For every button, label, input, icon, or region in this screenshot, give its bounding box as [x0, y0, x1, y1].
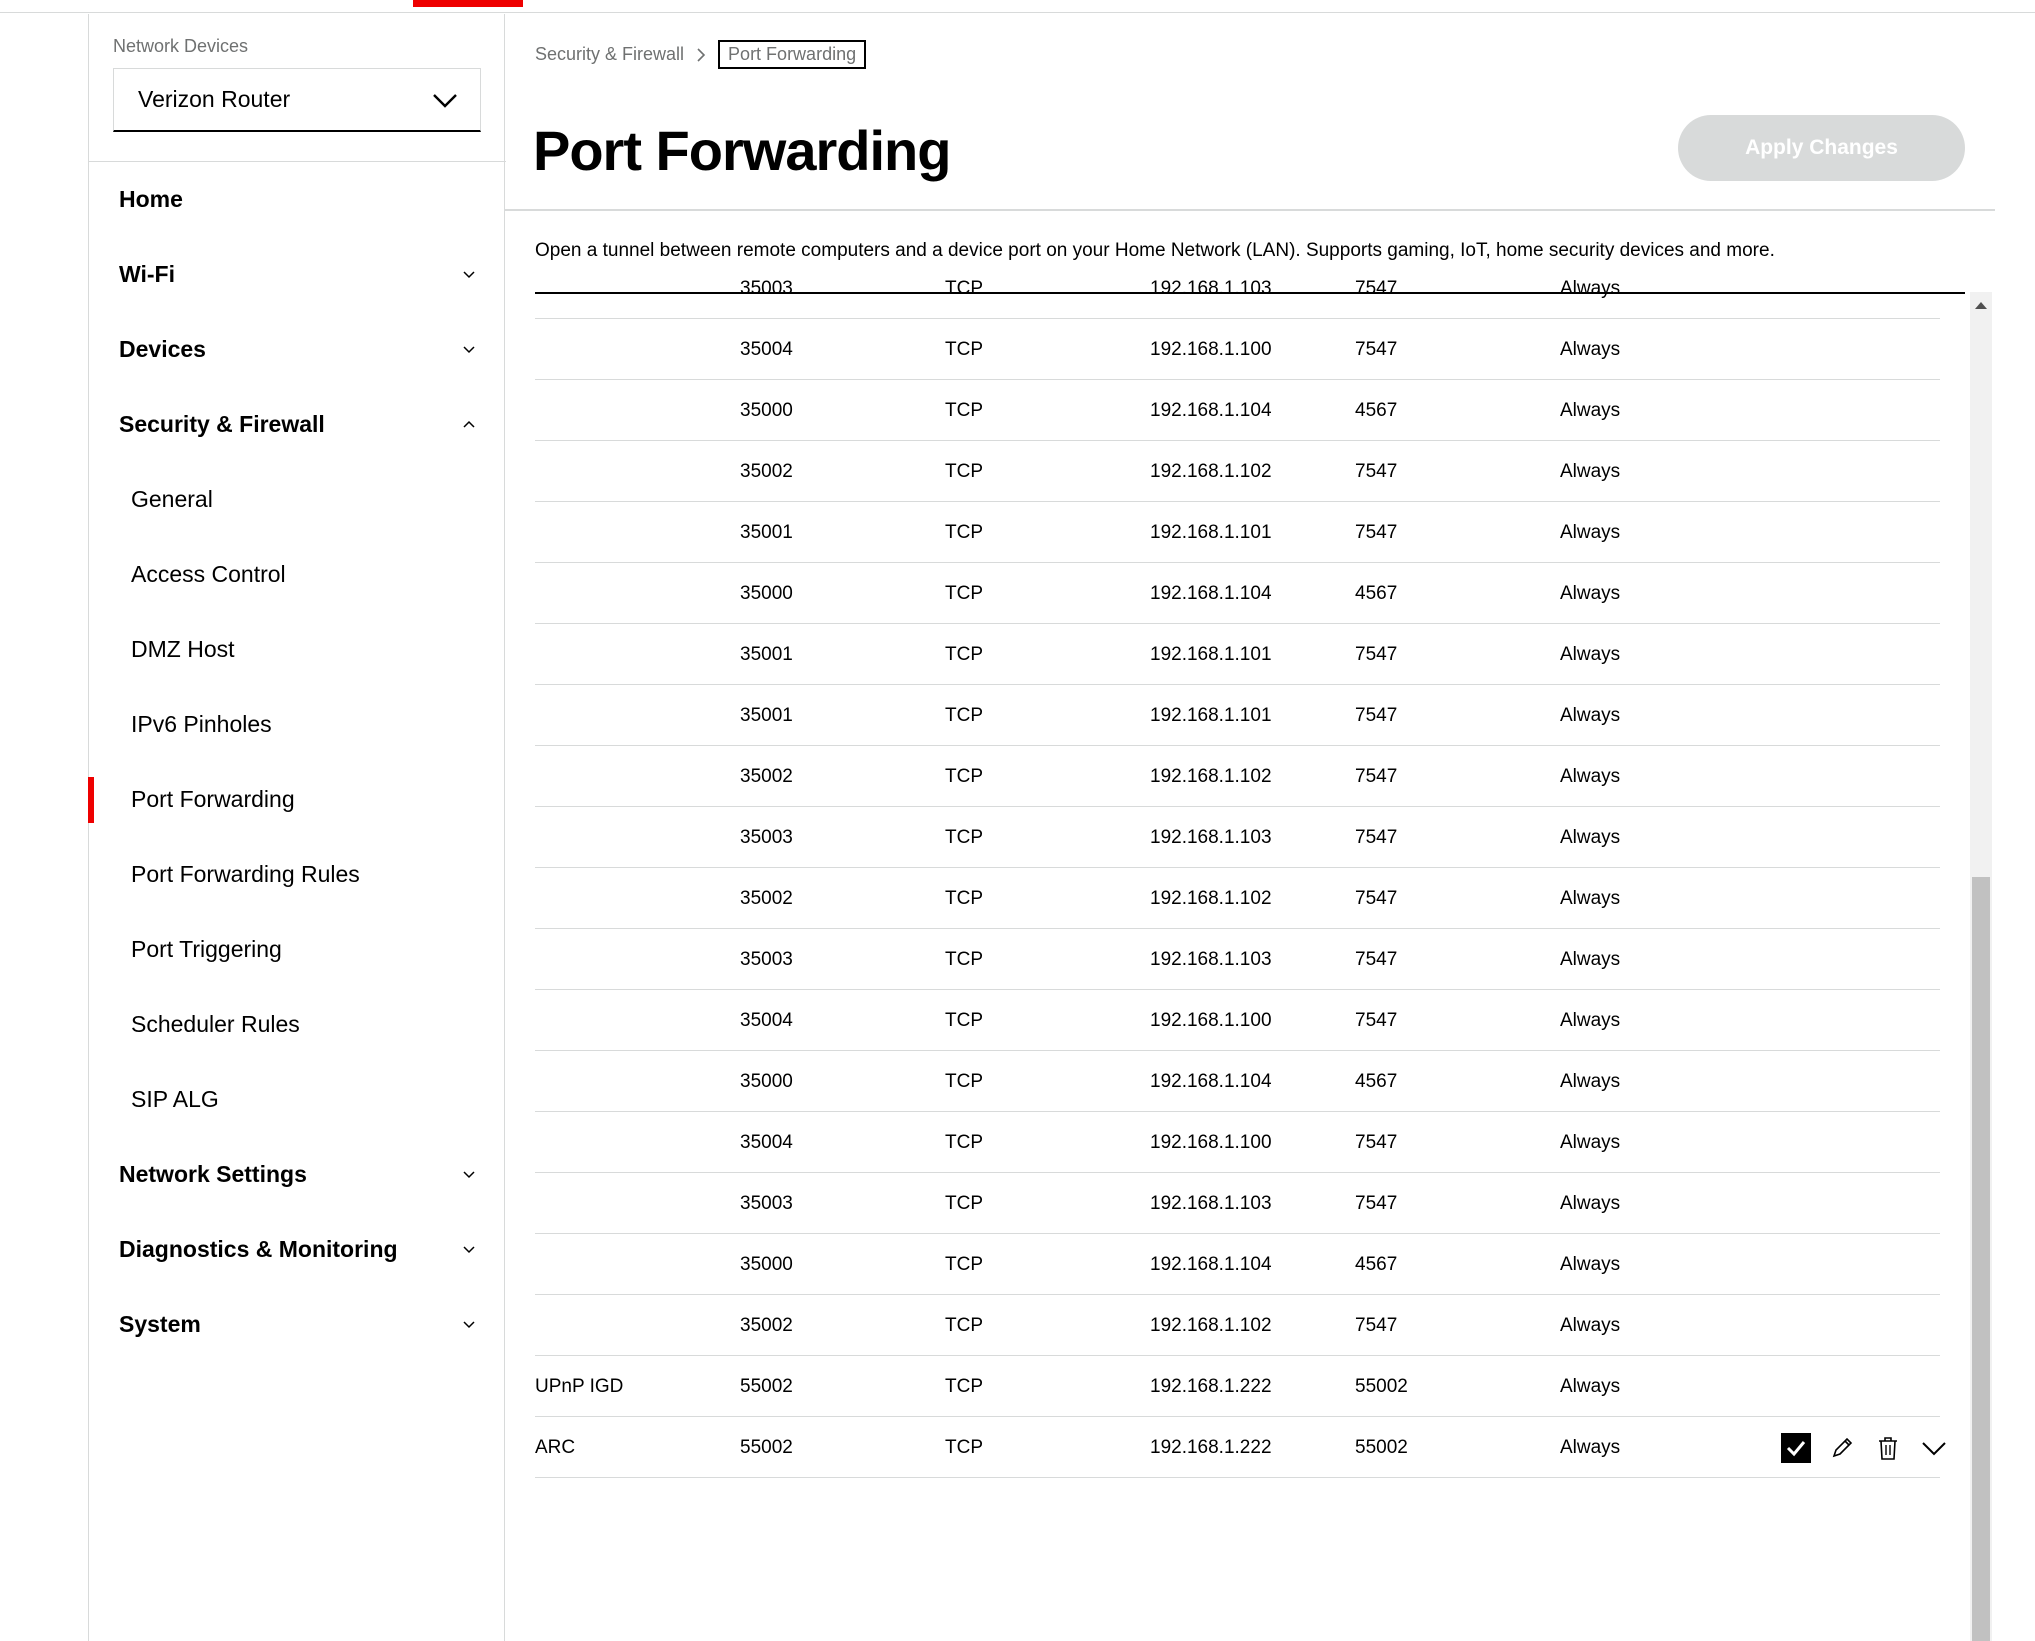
destination-port-cell: 4567: [1355, 399, 1398, 421]
port-cell: 35001: [740, 704, 793, 726]
checkbox-checked-icon[interactable]: [1781, 1433, 1811, 1463]
protocol-cell: TCP: [945, 1070, 983, 1092]
schedule-cell: Always: [1560, 826, 1621, 848]
ip-address-cell: 192.168.1.101: [1150, 521, 1272, 543]
ip-address-cell: 192.168.1.102: [1150, 1314, 1272, 1336]
protocol-cell: TCP: [945, 1009, 983, 1031]
protocol-cell: TCP: [945, 582, 983, 604]
port-cell: 35003: [740, 277, 793, 299]
sidebar-item-label: System: [119, 1310, 201, 1337]
table-row: [535, 258, 1940, 319]
sidebar-item-port-forwarding-rules[interactable]: [89, 846, 506, 902]
table-row: [535, 624, 1940, 685]
row-actions: [1765, 1417, 1949, 1478]
port-cell: 35004: [740, 338, 793, 360]
schedule-cell: Always: [1560, 582, 1621, 604]
destination-port-cell: 55002: [1355, 1436, 1408, 1458]
port-cell: 35000: [740, 582, 793, 604]
sidebar-item-label: SIP ALG: [131, 1085, 219, 1112]
destination-port-cell: 55002: [1355, 1375, 1408, 1397]
protocol-cell: TCP: [945, 399, 983, 421]
sidebar-item-label: Home: [119, 185, 183, 212]
table-row: [535, 563, 1940, 624]
port-forwarding-table: [535, 277, 1965, 1641]
schedule-cell: Always: [1560, 338, 1621, 360]
schedule-cell: Always: [1560, 948, 1621, 970]
destination-port-cell: 7547: [1355, 338, 1398, 360]
destination-port-cell: 7547: [1355, 948, 1398, 970]
schedule-cell: Always: [1560, 1375, 1621, 1397]
sidebar-item-general[interactable]: [89, 471, 506, 527]
protocol-cell: TCP: [945, 704, 983, 726]
ip-address-cell: 192.168.1.100: [1150, 338, 1272, 360]
destination-port-cell: 4567: [1355, 1253, 1398, 1275]
schedule-cell: Always: [1560, 704, 1621, 726]
port-cell: 35003: [740, 826, 793, 848]
schedule-cell: Always: [1560, 277, 1621, 299]
ip-address-cell: 192.168.1.104: [1150, 1070, 1272, 1092]
sidebar: [88, 14, 505, 1641]
protocol-cell: TCP: [945, 1314, 983, 1336]
destination-port-cell: 7547: [1355, 826, 1398, 848]
sidebar-item-port-forwarding[interactable]: [89, 771, 506, 827]
protocol-cell: TCP: [945, 1375, 983, 1397]
table-row: [535, 746, 1940, 807]
rule-name-cell: ARC: [535, 1436, 576, 1458]
schedule-cell: Always: [1560, 1253, 1621, 1275]
protocol-cell: TCP: [945, 765, 983, 787]
chevron-down-icon: [462, 267, 476, 281]
destination-port-cell: 7547: [1355, 704, 1398, 726]
pencil-icon[interactable]: [1827, 1433, 1857, 1463]
destination-port-cell: 4567: [1355, 1070, 1398, 1092]
sidebar-item-label: General: [131, 485, 213, 512]
ip-address-cell: 192.168.1.104: [1150, 1253, 1272, 1275]
ip-address-cell: 192.168.1.104: [1150, 399, 1272, 421]
table-row: [535, 929, 1940, 990]
destination-port-cell: 7547: [1355, 643, 1398, 665]
destination-port-cell: 7547: [1355, 460, 1398, 482]
sidebar-item-label: Port Triggering: [131, 935, 282, 962]
chevron-up-icon: [462, 417, 476, 431]
table-body: [535, 258, 1940, 1478]
ip-address-cell: 192.168.1.100: [1150, 1131, 1272, 1153]
port-cell: 35004: [740, 1131, 793, 1153]
sidebar-item-ipv6-pinholes[interactable]: [89, 696, 506, 752]
destination-port-cell: 7547: [1355, 277, 1398, 299]
protocol-cell: TCP: [945, 460, 983, 482]
table-row: [535, 502, 1940, 563]
ip-address-cell: 192.168.1.101: [1150, 643, 1272, 665]
protocol-cell: TCP: [945, 1436, 983, 1458]
port-cell: 35000: [740, 399, 793, 421]
sidebar-item-sip-alg[interactable]: [89, 1071, 506, 1127]
schedule-cell: Always: [1560, 1314, 1621, 1336]
destination-port-cell: 4567: [1355, 582, 1398, 604]
protocol-cell: TCP: [945, 887, 983, 909]
chevron-down-icon: [462, 1317, 476, 1331]
trash-icon[interactable]: [1873, 1433, 1903, 1463]
top-bar: [0, 0, 2035, 13]
port-cell: 35002: [740, 765, 793, 787]
apply-changes-button[interactable]: Apply Changes: [1678, 115, 1965, 181]
sidebar-item-dmz-host[interactable]: [89, 621, 506, 677]
sidebar-item-label: IPv6 Pinholes: [131, 710, 272, 737]
sidebar-item-label: Diagnostics & Monitoring: [119, 1235, 398, 1262]
page-description: Open a tunnel between remote computers and a device port on your Home Network (LAN). Supports gaming, IoT, home security devices and more.: [535, 240, 1775, 261]
protocol-cell: TCP: [945, 277, 983, 299]
table-row: [535, 807, 1940, 868]
schedule-cell: Always: [1560, 1192, 1621, 1214]
table-row: [535, 380, 1940, 441]
sidebar-item-label: Port Forwarding: [131, 785, 295, 812]
chevron-down-icon: [462, 342, 476, 356]
port-cell: 55002: [740, 1436, 793, 1458]
ip-address-cell: 192.168.1.102: [1150, 765, 1272, 787]
sidebar-item-diagnostics-monitoring[interactable]: [89, 1221, 506, 1277]
schedule-cell: Always: [1560, 521, 1621, 543]
protocol-cell: TCP: [945, 338, 983, 360]
sidebar-item-access-control[interactable]: [89, 546, 506, 602]
sidebar-item-label: Scheduler Rules: [131, 1010, 300, 1037]
sidebar-item-label: Wi-Fi: [119, 260, 175, 287]
table-row: [535, 1051, 1940, 1112]
protocol-cell: TCP: [945, 948, 983, 970]
breadcrumb-current[interactable]: Port Forwarding: [718, 40, 866, 69]
ip-address-cell: 192.168.1.101: [1150, 704, 1272, 726]
protocol-cell: TCP: [945, 1131, 983, 1153]
device-select[interactable]: [113, 68, 481, 132]
protocol-cell: TCP: [945, 826, 983, 848]
scrollbar-thumb[interactable]: [1972, 877, 1990, 1641]
port-cell: 35003: [740, 1192, 793, 1214]
sidebar-item-port-triggering[interactable]: [89, 921, 506, 977]
port-cell: 35001: [740, 521, 793, 543]
chevron-down-icon[interactable]: [1919, 1433, 1949, 1463]
port-cell: 35002: [740, 887, 793, 909]
port-cell: 35002: [740, 1314, 793, 1336]
schedule-cell: Always: [1560, 399, 1621, 421]
device-select-value: Verizon Router: [138, 86, 291, 112]
table-row: [535, 1173, 1940, 1234]
protocol-cell: TCP: [945, 643, 983, 665]
schedule-cell: Always: [1560, 1070, 1621, 1092]
ip-address-cell: 192.168.1.103: [1150, 948, 1272, 970]
schedule-cell: Always: [1560, 1009, 1621, 1031]
table-row: [535, 1356, 1940, 1417]
table-row: [535, 1234, 1940, 1295]
destination-port-cell: 7547: [1355, 887, 1398, 909]
schedule-cell: Always: [1560, 1436, 1621, 1458]
sidebar-item-label: Network Settings: [119, 1160, 307, 1187]
port-cell: 35004: [740, 1009, 793, 1031]
ip-address-cell: 192.168.1.104: [1150, 582, 1272, 604]
top-accent-bar: [413, 0, 523, 7]
breadcrumb-parent[interactable]: Security & Firewall: [535, 44, 685, 64]
port-cell: 55002: [740, 1375, 793, 1397]
destination-port-cell: 7547: [1355, 765, 1398, 787]
table-row: [535, 1295, 1940, 1356]
device-label: Network Devices: [113, 36, 249, 56]
ip-address-cell: 192.168.1.222: [1150, 1436, 1272, 1458]
sidebar-item-security-firewall[interactable]: [89, 396, 506, 452]
sidebar-item-label: Security & Firewall: [119, 410, 325, 437]
header-divider: [505, 209, 1995, 211]
port-cell: 35000: [740, 1070, 793, 1092]
destination-port-cell: 7547: [1355, 1009, 1398, 1031]
sidebar-item-home[interactable]: [89, 171, 506, 227]
port-cell: 35003: [740, 948, 793, 970]
ip-address-cell: 192.168.1.103: [1150, 277, 1272, 299]
sidebar-item-label: Port Forwarding Rules: [131, 860, 360, 887]
sidebar-item-label: Devices: [119, 335, 206, 362]
chevron-down-icon: [462, 1242, 476, 1256]
protocol-cell: TCP: [945, 1192, 983, 1214]
table-row: [535, 1112, 1940, 1173]
chevron-down-icon: [462, 1167, 476, 1181]
rule-name-cell: UPnP IGD: [535, 1375, 624, 1397]
protocol-cell: TCP: [945, 1253, 983, 1275]
ip-address-cell: 192.168.1.103: [1150, 1192, 1272, 1214]
protocol-cell: TCP: [945, 521, 983, 543]
breadcrumb: [535, 40, 866, 69]
destination-port-cell: 7547: [1355, 1131, 1398, 1153]
ip-address-cell: 192.168.1.100: [1150, 1009, 1272, 1031]
ip-address-cell: 192.168.1.222: [1150, 1375, 1272, 1397]
page-title: Port Forwarding: [533, 119, 951, 182]
sidebar-item-label: DMZ Host: [131, 635, 235, 662]
port-cell: 35002: [740, 460, 793, 482]
schedule-cell: Always: [1560, 643, 1621, 665]
sidebar-divider: [89, 161, 506, 162]
destination-port-cell: 7547: [1355, 1314, 1398, 1336]
schedule-cell: Always: [1560, 460, 1621, 482]
chevron-down-icon: [432, 87, 458, 113]
table-row: [535, 685, 1940, 746]
sidebar-item-wi-fi[interactable]: [89, 246, 506, 302]
scroll-up-arrow-icon[interactable]: [1975, 302, 1987, 309]
port-cell: 35000: [740, 1253, 793, 1275]
sidebar-item-scheduler-rules[interactable]: [89, 996, 506, 1052]
schedule-cell: Always: [1560, 1131, 1621, 1153]
schedule-cell: Always: [1560, 765, 1621, 787]
ip-address-cell: 192.168.1.103: [1150, 826, 1272, 848]
table-row: [535, 990, 1940, 1051]
destination-port-cell: 7547: [1355, 1192, 1398, 1214]
schedule-cell: Always: [1560, 887, 1621, 909]
sidebar-item-devices[interactable]: [89, 321, 506, 377]
table-scrollbar[interactable]: [1970, 292, 1992, 1641]
table-row: [535, 868, 1940, 929]
ip-address-cell: 192.168.1.102: [1150, 887, 1272, 909]
destination-port-cell: 7547: [1355, 521, 1398, 543]
sidebar-item-network-settings[interactable]: [89, 1146, 506, 1202]
sidebar-item-system[interactable]: [89, 1296, 506, 1352]
sidebar-item-label: Access Control: [131, 560, 286, 587]
ip-address-cell: 192.168.1.102: [1150, 460, 1272, 482]
port-cell: 35001: [740, 643, 793, 665]
table-row: [535, 1417, 1940, 1478]
chevron-right-icon: [696, 48, 706, 62]
table-row: [535, 441, 1940, 502]
table-row: [535, 319, 1940, 380]
